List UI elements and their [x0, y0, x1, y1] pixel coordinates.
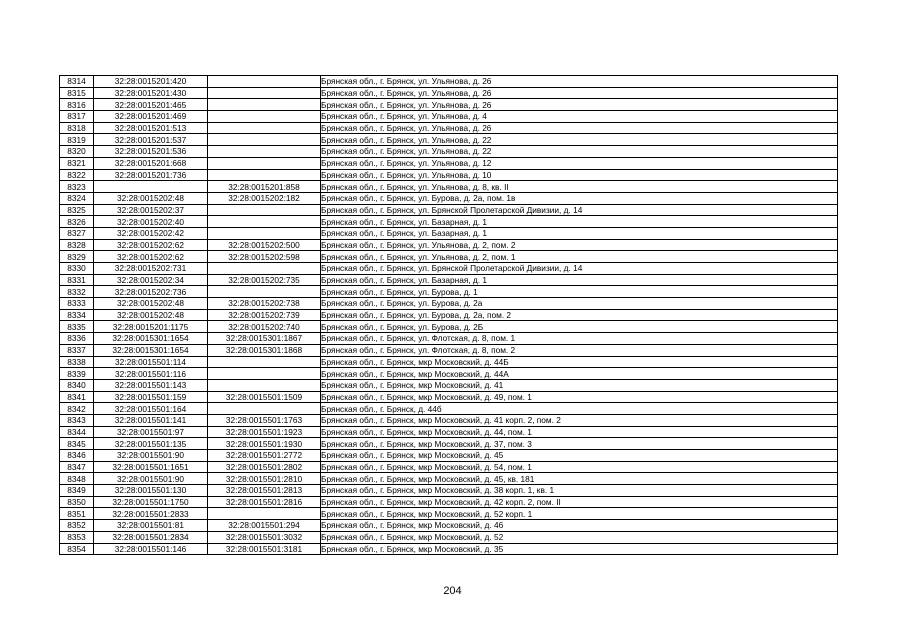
address-cell: Брянская обл., г. Брянск, ул. Бурова, д. 1 — [321, 286, 838, 298]
address-cell: Брянская обл., г. Брянск, ул. Ульянова, д. 2, пом. 1 — [321, 251, 838, 263]
registry-table — [59, 75, 838, 555]
parcel-cadastral-number-cell: 32:28:0015202:62 — [94, 251, 208, 263]
parcel-cadastral-number-cell: 32:28:0015501:114 — [94, 356, 208, 368]
row-number-cell: 8317 — [60, 111, 94, 123]
row-number-cell: 8351 — [60, 508, 94, 520]
address-cell: Брянская обл., г. Брянск, мкр Московский, д. 49, пом. 1 — [321, 391, 838, 403]
address-cell: Брянская обл., г. Брянск, ул. Ульянова, д. 26 — [321, 99, 838, 111]
object-cadastral-number-cell — [208, 227, 321, 239]
parcel-cadastral-number-cell: 32:28:0015201:420 — [94, 76, 208, 88]
row-number-cell: 8314 — [60, 76, 94, 88]
parcel-cadastral-number-cell: 32:28:0015501:97 — [94, 426, 208, 438]
address-cell: Брянская обл., г. Брянск, мкр Московский, д. 46 — [321, 520, 838, 532]
parcel-cadastral-number-cell: 32:28:0015201:465 — [94, 99, 208, 111]
address-cell: Брянская обл., г. Брянск, мкр Московский, д. 41 корп. 2, пом. 2 — [321, 414, 838, 426]
object-cadastral-number-cell: 32:28:0015201:858 — [208, 181, 321, 193]
row-number-cell: 8324 — [60, 192, 94, 204]
address-cell: Брянская обл., г. Брянск, ул. Ульянова, д. 26 — [321, 122, 838, 134]
parcel-cadastral-number-cell: 32:28:0015501:1651 — [94, 461, 208, 473]
address-cell: Брянская обл., г. Брянск, ул. Ульянова, д. 8, кв. II — [321, 181, 838, 193]
parcel-cadastral-number-cell: 32:28:0015202:40 — [94, 216, 208, 228]
address-cell: Брянская обл., г. Брянск, ул. Бурова, д. 2а, пом. 1в — [321, 192, 838, 204]
row-number-cell: 8350 — [60, 496, 94, 508]
parcel-cadastral-number-cell: 32:28:0015202:37 — [94, 204, 208, 216]
object-cadastral-number-cell — [208, 157, 321, 169]
object-cadastral-number-cell: 32:28:0015202:739 — [208, 309, 321, 321]
registry-table-body — [60, 76, 838, 555]
table-row — [60, 438, 838, 450]
address-cell: Брянская обл., г. Брянск, мкр Московский, д. 37, пом. 3 — [321, 438, 838, 450]
parcel-cadastral-number-cell: 32:28:0015501:159 — [94, 391, 208, 403]
parcel-cadastral-number-cell: 32:28:0015201:430 — [94, 87, 208, 99]
object-cadastral-number-cell — [208, 379, 321, 391]
address-cell: Брянская обл., г. Брянск, ул. Ульянова, д. 10 — [321, 169, 838, 181]
row-number-cell: 8339 — [60, 368, 94, 380]
table-row — [60, 414, 838, 426]
address-cell: Брянская обл., г. Брянск, ул. Ульянова, д. 26 — [321, 76, 838, 88]
page-number: 204 — [443, 585, 462, 597]
row-number-cell: 8343 — [60, 414, 94, 426]
object-cadastral-number-cell: 32:28:0015501:1930 — [208, 438, 321, 450]
object-cadastral-number-cell: 32:28:0015301:1868 — [208, 344, 321, 356]
row-number-cell: 8334 — [60, 309, 94, 321]
object-cadastral-number-cell — [208, 368, 321, 380]
row-number-cell: 8328 — [60, 239, 94, 251]
table-row — [60, 134, 838, 146]
object-cadastral-number-cell: 32:28:0015501:3181 — [208, 543, 321, 555]
table-row — [60, 216, 838, 228]
parcel-cadastral-number-cell: 32:28:0015501:2834 — [94, 531, 208, 543]
address-cell: Брянская обл., г. Брянск, мкр Московский, д. 42 корп. 2, пом. II — [321, 496, 838, 508]
row-number-cell: 8332 — [60, 286, 94, 298]
address-cell: Брянская обл., г. Брянск, ул. Бурова, д. 2а — [321, 298, 838, 310]
row-number-cell: 8340 — [60, 379, 94, 391]
parcel-cadastral-number-cell: 32:28:0015202:34 — [94, 274, 208, 286]
parcel-cadastral-number-cell: 32:28:0015202:48 — [94, 309, 208, 321]
row-number-cell: 8336 — [60, 333, 94, 345]
row-number-cell: 8316 — [60, 99, 94, 111]
address-cell: Брянская обл., г. Брянск, ул. Бурова, д. 2Б — [321, 321, 838, 333]
row-number-cell: 8344 — [60, 426, 94, 438]
object-cadastral-number-cell: 32:28:0015301:1867 — [208, 333, 321, 345]
address-cell: Брянская обл., г. Брянск, ул. Флотская, д. 8, пом. 2 — [321, 344, 838, 356]
table-row — [60, 146, 838, 158]
row-number-cell: 8354 — [60, 543, 94, 555]
object-cadastral-number-cell — [208, 122, 321, 134]
object-cadastral-number-cell: 32:28:0015202:738 — [208, 298, 321, 310]
object-cadastral-number-cell — [208, 356, 321, 368]
parcel-cadastral-number-cell: 32:28:0015202:62 — [94, 239, 208, 251]
parcel-cadastral-number-cell: 32:28:0015501:141 — [94, 414, 208, 426]
object-cadastral-number-cell — [208, 263, 321, 275]
address-cell: Брянская обл., г. Брянск, ул. Базарная, д. 1 — [321, 227, 838, 239]
table-row — [60, 169, 838, 181]
table-row — [60, 286, 838, 298]
address-cell: Брянская обл., г. Брянск, ул. Брянской Пролетарской Дивизии, д. 14 — [321, 263, 838, 275]
address-cell: Брянская обл., г. Брянск, ул. Флотская, д. 8, пом. 1 — [321, 333, 838, 345]
table-row — [60, 485, 838, 497]
row-number-cell: 8349 — [60, 485, 94, 497]
parcel-cadastral-number-cell: 32:28:0015202:731 — [94, 263, 208, 275]
table-row — [60, 251, 838, 263]
parcel-cadastral-number-cell: 32:28:0015201:513 — [94, 122, 208, 134]
object-cadastral-number-cell: 32:28:0015202:740 — [208, 321, 321, 333]
row-number-cell: 8347 — [60, 461, 94, 473]
table-row — [60, 157, 838, 169]
address-cell: Брянская обл., г. Брянск, мкр Московский, д. 44А — [321, 368, 838, 380]
table-row — [60, 181, 838, 193]
row-number-cell: 8353 — [60, 531, 94, 543]
object-cadastral-number-cell: 32:28:0015501:1923 — [208, 426, 321, 438]
table-row — [60, 450, 838, 462]
address-cell: Брянская обл., г. Брянск, ул. Брянской Пролетарской Дивизии, д. 14 — [321, 204, 838, 216]
table-row — [60, 192, 838, 204]
object-cadastral-number-cell: 32:28:0015501:1763 — [208, 414, 321, 426]
object-cadastral-number-cell: 32:28:0015202:500 — [208, 239, 321, 251]
object-cadastral-number-cell: 32:28:0015202:182 — [208, 192, 321, 204]
row-number-cell: 8352 — [60, 520, 94, 532]
row-number-cell: 8322 — [60, 169, 94, 181]
row-number-cell: 8318 — [60, 122, 94, 134]
address-cell: Брянская обл., г. Брянск, ул. Ульянова, д. 2, пом. 2 — [321, 239, 838, 251]
row-number-cell: 8331 — [60, 274, 94, 286]
address-cell: Брянская обл., г. Брянск, мкр Московский, д. 44, пом. 1 — [321, 426, 838, 438]
table-row — [60, 426, 838, 438]
object-cadastral-number-cell: 32:28:0015501:1509 — [208, 391, 321, 403]
table-row — [60, 111, 838, 123]
object-cadastral-number-cell: 32:28:0015501:3032 — [208, 531, 321, 543]
row-number-cell: 8345 — [60, 438, 94, 450]
parcel-cadastral-number-cell: 32:28:0015201:736 — [94, 169, 208, 181]
address-cell: Брянская обл., г. Брянск, ул. Ульянова, д. 4 — [321, 111, 838, 123]
table-row — [60, 531, 838, 543]
address-cell: Брянская обл., г. Брянск, мкр Московский, д. 45 — [321, 450, 838, 462]
row-number-cell: 8319 — [60, 134, 94, 146]
address-cell: Брянская обл., г. Брянск, мкр Московский, д. 41 — [321, 379, 838, 391]
table-row — [60, 403, 838, 415]
address-cell: Брянская обл., г. Брянск, мкр Московский, д. 52 корп. 1 — [321, 508, 838, 520]
table-row — [60, 239, 838, 251]
row-number-cell: 8337 — [60, 344, 94, 356]
object-cadastral-number-cell: 32:28:0015202:735 — [208, 274, 321, 286]
address-cell: Брянская обл., г. Брянск, ул. Базарная, д. 1 — [321, 274, 838, 286]
row-number-cell: 8338 — [60, 356, 94, 368]
table-row — [60, 368, 838, 380]
object-cadastral-number-cell: 32:28:0015501:2813 — [208, 485, 321, 497]
parcel-cadastral-number-cell: 32:28:0015301:1654 — [94, 344, 208, 356]
object-cadastral-number-cell: 32:28:0015501:294 — [208, 520, 321, 532]
row-number-cell: 8315 — [60, 87, 94, 99]
object-cadastral-number-cell: 32:28:0015501:2816 — [208, 496, 321, 508]
table-row — [60, 87, 838, 99]
address-cell: Брянская обл., г. Брянск, мкр Московский, д. 44Б — [321, 356, 838, 368]
address-cell: Брянская обл., г. Брянск, мкр Московский, д. 45, кв. 181 — [321, 473, 838, 485]
table-row — [60, 227, 838, 239]
object-cadastral-number-cell — [208, 146, 321, 158]
row-number-cell: 8321 — [60, 157, 94, 169]
parcel-cadastral-number-cell: 32:28:0015501:130 — [94, 485, 208, 497]
row-number-cell: 8325 — [60, 204, 94, 216]
object-cadastral-number-cell: 32:28:0015501:2810 — [208, 473, 321, 485]
table-row — [60, 344, 838, 356]
object-cadastral-number-cell — [208, 508, 321, 520]
table-row — [60, 391, 838, 403]
parcel-cadastral-number-cell: 32:28:0015501:146 — [94, 543, 208, 555]
address-cell: Брянская обл., г. Брянск, ул. Ульянова, д. 12 — [321, 157, 838, 169]
row-number-cell: 8346 — [60, 450, 94, 462]
table-row — [60, 520, 838, 532]
row-number-cell: 8342 — [60, 403, 94, 415]
parcel-cadastral-number-cell: 32:28:0015201:469 — [94, 111, 208, 123]
table-row — [60, 309, 838, 321]
address-cell: Брянская обл., г. Брянск, ул. Ульянова, д. 22 — [321, 134, 838, 146]
parcel-cadastral-number-cell: 32:28:0015501:116 — [94, 368, 208, 380]
parcel-cadastral-number-cell: 32:28:0015501:164 — [94, 403, 208, 415]
table-row — [60, 122, 838, 134]
table-row — [60, 263, 838, 275]
parcel-cadastral-number-cell: 32:28:0015202:736 — [94, 286, 208, 298]
object-cadastral-number-cell — [208, 169, 321, 181]
parcel-cadastral-number-cell: 32:28:0015501:90 — [94, 450, 208, 462]
address-cell: Брянская обл., г. Брянск, мкр Московский, д. 38 корп. 1, кв. 1 — [321, 485, 838, 497]
parcel-cadastral-number-cell: 32:28:0015201:668 — [94, 157, 208, 169]
parcel-cadastral-number-cell: 32:28:0015501:135 — [94, 438, 208, 450]
address-cell: Брянская обл., г. Брянск, мкр Московский, д. 54, пом. 1 — [321, 461, 838, 473]
table-row — [60, 473, 838, 485]
parcel-cadastral-number-cell: 32:28:0015201:1175 — [94, 321, 208, 333]
parcel-cadastral-number-cell: 32:28:0015201:536 — [94, 146, 208, 158]
table-row — [60, 508, 838, 520]
object-cadastral-number-cell — [208, 204, 321, 216]
parcel-cadastral-number-cell: 32:28:0015501:90 — [94, 473, 208, 485]
table-row — [60, 99, 838, 111]
parcel-cadastral-number-cell — [94, 181, 208, 193]
object-cadastral-number-cell — [208, 216, 321, 228]
object-cadastral-number-cell — [208, 99, 321, 111]
row-number-cell: 8341 — [60, 391, 94, 403]
parcel-cadastral-number-cell: 32:28:0015202:42 — [94, 227, 208, 239]
table-row — [60, 76, 838, 88]
address-cell: Брянская обл., г. Брянск, ул. Ульянова, д. 26 — [321, 87, 838, 99]
table-row — [60, 379, 838, 391]
row-number-cell: 8330 — [60, 263, 94, 275]
table-row — [60, 496, 838, 508]
address-cell: Брянская обл., г. Брянск, ул. Бурова, д. 2а, пом. 2 — [321, 309, 838, 321]
parcel-cadastral-number-cell: 32:28:0015201:537 — [94, 134, 208, 146]
object-cadastral-number-cell — [208, 134, 321, 146]
address-cell: Брянская обл., г. Брянск, мкр Московский, д. 52 — [321, 531, 838, 543]
parcel-cadastral-number-cell: 32:28:0015501:2833 — [94, 508, 208, 520]
row-number-cell: 8326 — [60, 216, 94, 228]
address-cell: Брянская обл., г. Брянск, мкр Московский, д. 35 — [321, 543, 838, 555]
table-row — [60, 274, 838, 286]
parcel-cadastral-number-cell: 32:28:0015202:48 — [94, 192, 208, 204]
object-cadastral-number-cell — [208, 111, 321, 123]
row-number-cell: 8329 — [60, 251, 94, 263]
table-row — [60, 543, 838, 555]
row-number-cell: 8320 — [60, 146, 94, 158]
address-cell: Брянская обл., г. Брянск, д. 44б — [321, 403, 838, 415]
row-number-cell: 8348 — [60, 473, 94, 485]
table-row — [60, 333, 838, 345]
object-cadastral-number-cell — [208, 76, 321, 88]
parcel-cadastral-number-cell: 32:28:0015301:1654 — [94, 333, 208, 345]
object-cadastral-number-cell — [208, 403, 321, 415]
address-cell: Брянская обл., г. Брянск, ул. Базарная, д. 1 — [321, 216, 838, 228]
row-number-cell: 8327 — [60, 227, 94, 239]
row-number-cell: 8335 — [60, 321, 94, 333]
table-row — [60, 461, 838, 473]
object-cadastral-number-cell: 32:28:0015501:2772 — [208, 450, 321, 462]
parcel-cadastral-number-cell: 32:28:0015202:48 — [94, 298, 208, 310]
object-cadastral-number-cell — [208, 286, 321, 298]
parcel-cadastral-number-cell: 32:28:0015501:1750 — [94, 496, 208, 508]
table-row — [60, 356, 838, 368]
parcel-cadastral-number-cell: 32:28:0015501:81 — [94, 520, 208, 532]
row-number-cell: 8333 — [60, 298, 94, 310]
object-cadastral-number-cell — [208, 87, 321, 99]
object-cadastral-number-cell: 32:28:0015202:598 — [208, 251, 321, 263]
table-row — [60, 321, 838, 333]
object-cadastral-number-cell: 32:28:0015501:2802 — [208, 461, 321, 473]
table-row — [60, 298, 838, 310]
table-row — [60, 204, 838, 216]
row-number-cell: 8323 — [60, 181, 94, 193]
address-cell: Брянская обл., г. Брянск, ул. Ульянова, д. 22 — [321, 146, 838, 158]
parcel-cadastral-number-cell: 32:28:0015501:143 — [94, 379, 208, 391]
